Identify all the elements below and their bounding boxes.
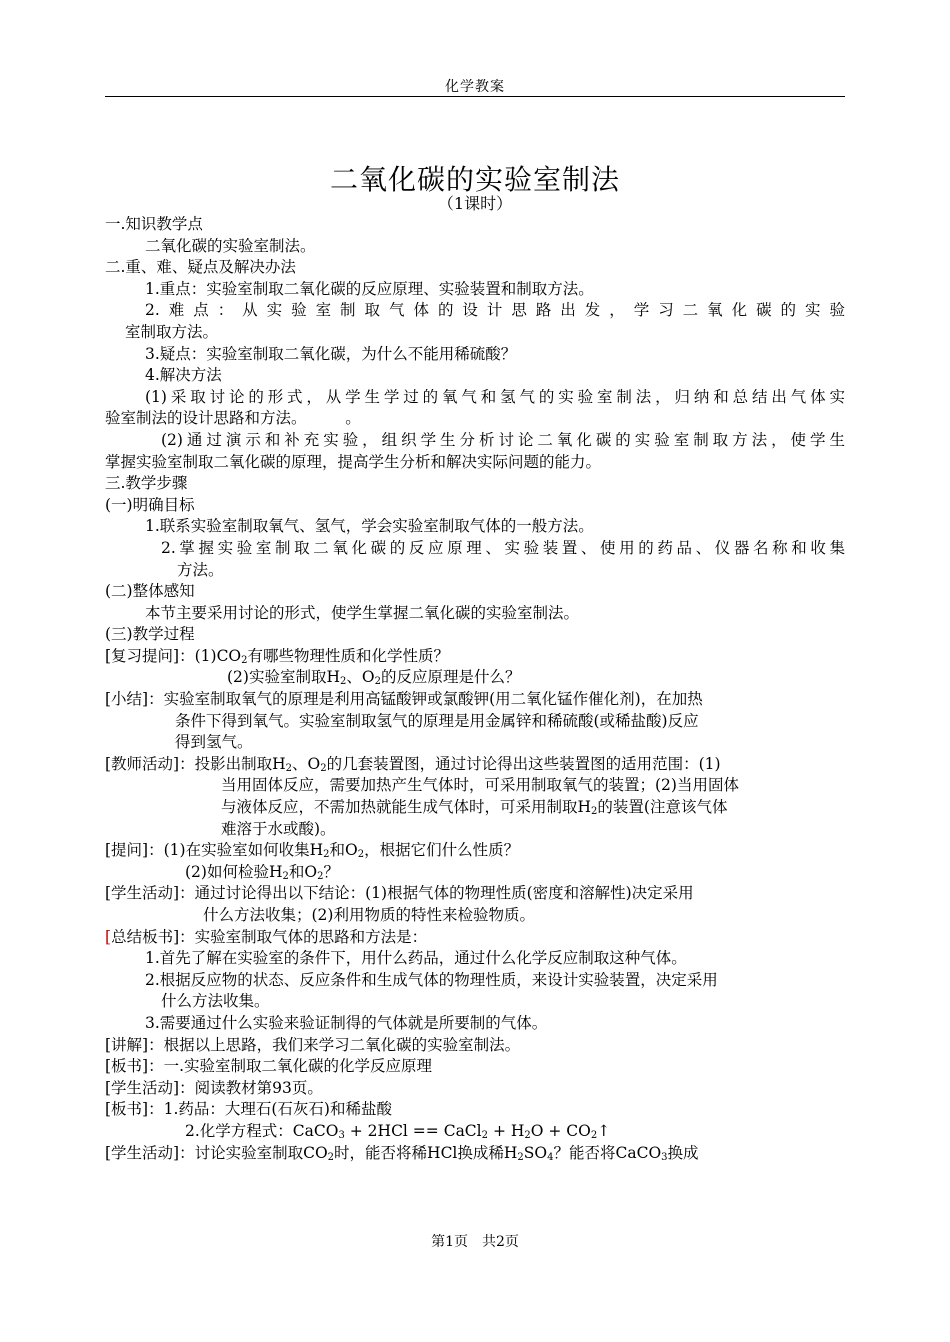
list-item-continuation: 方法。 [177, 560, 224, 579]
teacher-activity-line: 当用固体反应，需要加热产生气体时，可采用制取氧气的装置；(2)当用固体 [221, 776, 739, 795]
subsection-heading: (三)教学过程 [105, 625, 195, 644]
subsection-heading: (二)整体感知 [105, 582, 195, 601]
board-line: [板书]：一.实验室制取二氧化碳的化学反应原理 [105, 1057, 433, 1076]
summary-block: [小结]：实验室制取氧气的原理是利用高锰酸钾或氯酸钾(用二氧化锰作催化剂)，在加热 [105, 690, 703, 709]
list-item-continuation: 什么方法收集。 [161, 992, 270, 1011]
teacher-activity-line: 难溶于水或酸)。 [221, 819, 336, 838]
explain-line: [讲解]：根据以上思路，我们来学习二氧化碳的实验室制法。 [105, 1035, 521, 1054]
summary-line: 得到氢气。 [175, 733, 253, 752]
review-question-2: (2)实验室制取$H_2$、$O_2$的反应原理是什么？ [227, 668, 521, 688]
board-line: [板书]：1.药品：大理石(石灰石)和稀盐酸 [105, 1100, 392, 1119]
section-heading: 二.重、难、疑点及解决办法 [105, 258, 296, 277]
header-divider [105, 96, 845, 97]
paragraph-line: (2)通过演示和补充实验，组织学生分析讨论二氧化碳的实验室制取方法，使学生 [161, 430, 845, 449]
list-item: 3.疑点：实验室制取二氧化碳，为什么不能用稀硫酸？ [145, 344, 517, 363]
section-heading: 一.知识教学点 [105, 215, 203, 233]
paragraph-line: 本节主要采用讨论的形式，使学生掌握二氧化碳的实验室制法。 [145, 603, 580, 622]
student-activity: [学生活动]：阅读教材第93页。 [105, 1078, 323, 1097]
student-activity: [学生活动]：通过讨论得出以下结论：(1)根据气体的物理性质(密度和溶解性)决定采用 [105, 884, 694, 903]
question-1: [提问]：(1)在实验室如何收集$H_2$和$O_2$，根据它们什么性质？ [105, 841, 520, 861]
list-item: 1.首先了解在实验室的条件下，用什么药品，通过什么化学反应制取这种气体。 [145, 949, 687, 968]
document-body [105, 214, 845, 1164]
list-item: 3.需要通过什么实验来验证制得的气体就是所要制的气体。 [145, 1013, 548, 1032]
student-activity-line: 什么方法收集；(2)利用物质的特性来检验物质。 [203, 906, 535, 924]
list-item: 2.难点：从实验室制取气体的设计思路出发，学习二氧化碳的实验 [145, 301, 845, 320]
section-heading: 三.教学步骤 [105, 474, 188, 493]
subsection-heading: (一)明确目标 [105, 495, 195, 514]
paragraph-line: 二氧化碳的实验室制法。 [145, 236, 316, 255]
list-item: 4.解决方法 [145, 366, 222, 385]
page-header: 化学教案 [445, 79, 505, 95]
paragraph-line: (1)采取讨论的形式，从学生学过的氧气和氢气的实验室制法，归纳和总结出气体实 [145, 387, 845, 406]
student-activity: [学生活动]：讨论实验室制取$CO_2$时，能否将稀HCl换成稀$H_2SO_4$？能否将CaCO$_3$换成 [105, 1143, 699, 1163]
paragraph-line: 验室制法的设计思路和方法。 。 [105, 409, 361, 428]
document-title: 二氧化碳的实验室制法 [329, 163, 620, 196]
list-item: 2.掌握实验室制取二氧化碳的反应原理、实验装置、使用的药品、仪器名称和收集 [161, 538, 845, 557]
list-item: 1.重点：实验室制取二氧化碳的反应原理、实验装置和制取方法。 [145, 279, 594, 298]
teacher-activity-line: 与液体反应，不需加热就能生成气体时，可采用制取$H_2$的装置(注意该气体 [221, 798, 728, 818]
paragraph-line: 掌握实验室制取二氧化碳的原理，提高学生分析和解决实际问题的能力。 [105, 452, 602, 471]
document-subtitle: （1课时） [437, 194, 513, 213]
board-summary: [总结板书]：实验室制取气体的思路和方法是： [105, 927, 428, 946]
list-item: 2.根据反应物的状态、反应条件和生成气体的物理性质，来设计实验装置，决定采用 [145, 970, 718, 989]
list-item-continuation: 室制取方法。 [125, 322, 219, 341]
teacher-activity: [教师活动]：投影出制取$H_2$、$O_2$的几套装置图，通过讨论得出这些装置图的适用范围：(1) [105, 754, 721, 774]
question-2: (2)如何检验$H_2$和$O_2$？ [185, 862, 339, 882]
list-item: 1.联系实验室制取氧气、氢气，学会实验室制取气体的一般方法。 [145, 517, 594, 536]
page-footer: 第1页 共2页 [431, 1234, 519, 1250]
review-question-1: [复习提问]：$(1)CO_2$有哪些物理性质和化学性质？ [105, 646, 450, 666]
chemical-equation: 2.化学方程式：CaCO$_3$ + 2HCl == CaCl$_2$ + $H_2O$ + $CO_2↑$ [185, 1121, 611, 1141]
summary-line: 条件下得到氧气。实验室制取氢气的原理是用金属锌和稀硫酸(或稀盐酸)反应 [175, 711, 699, 730]
